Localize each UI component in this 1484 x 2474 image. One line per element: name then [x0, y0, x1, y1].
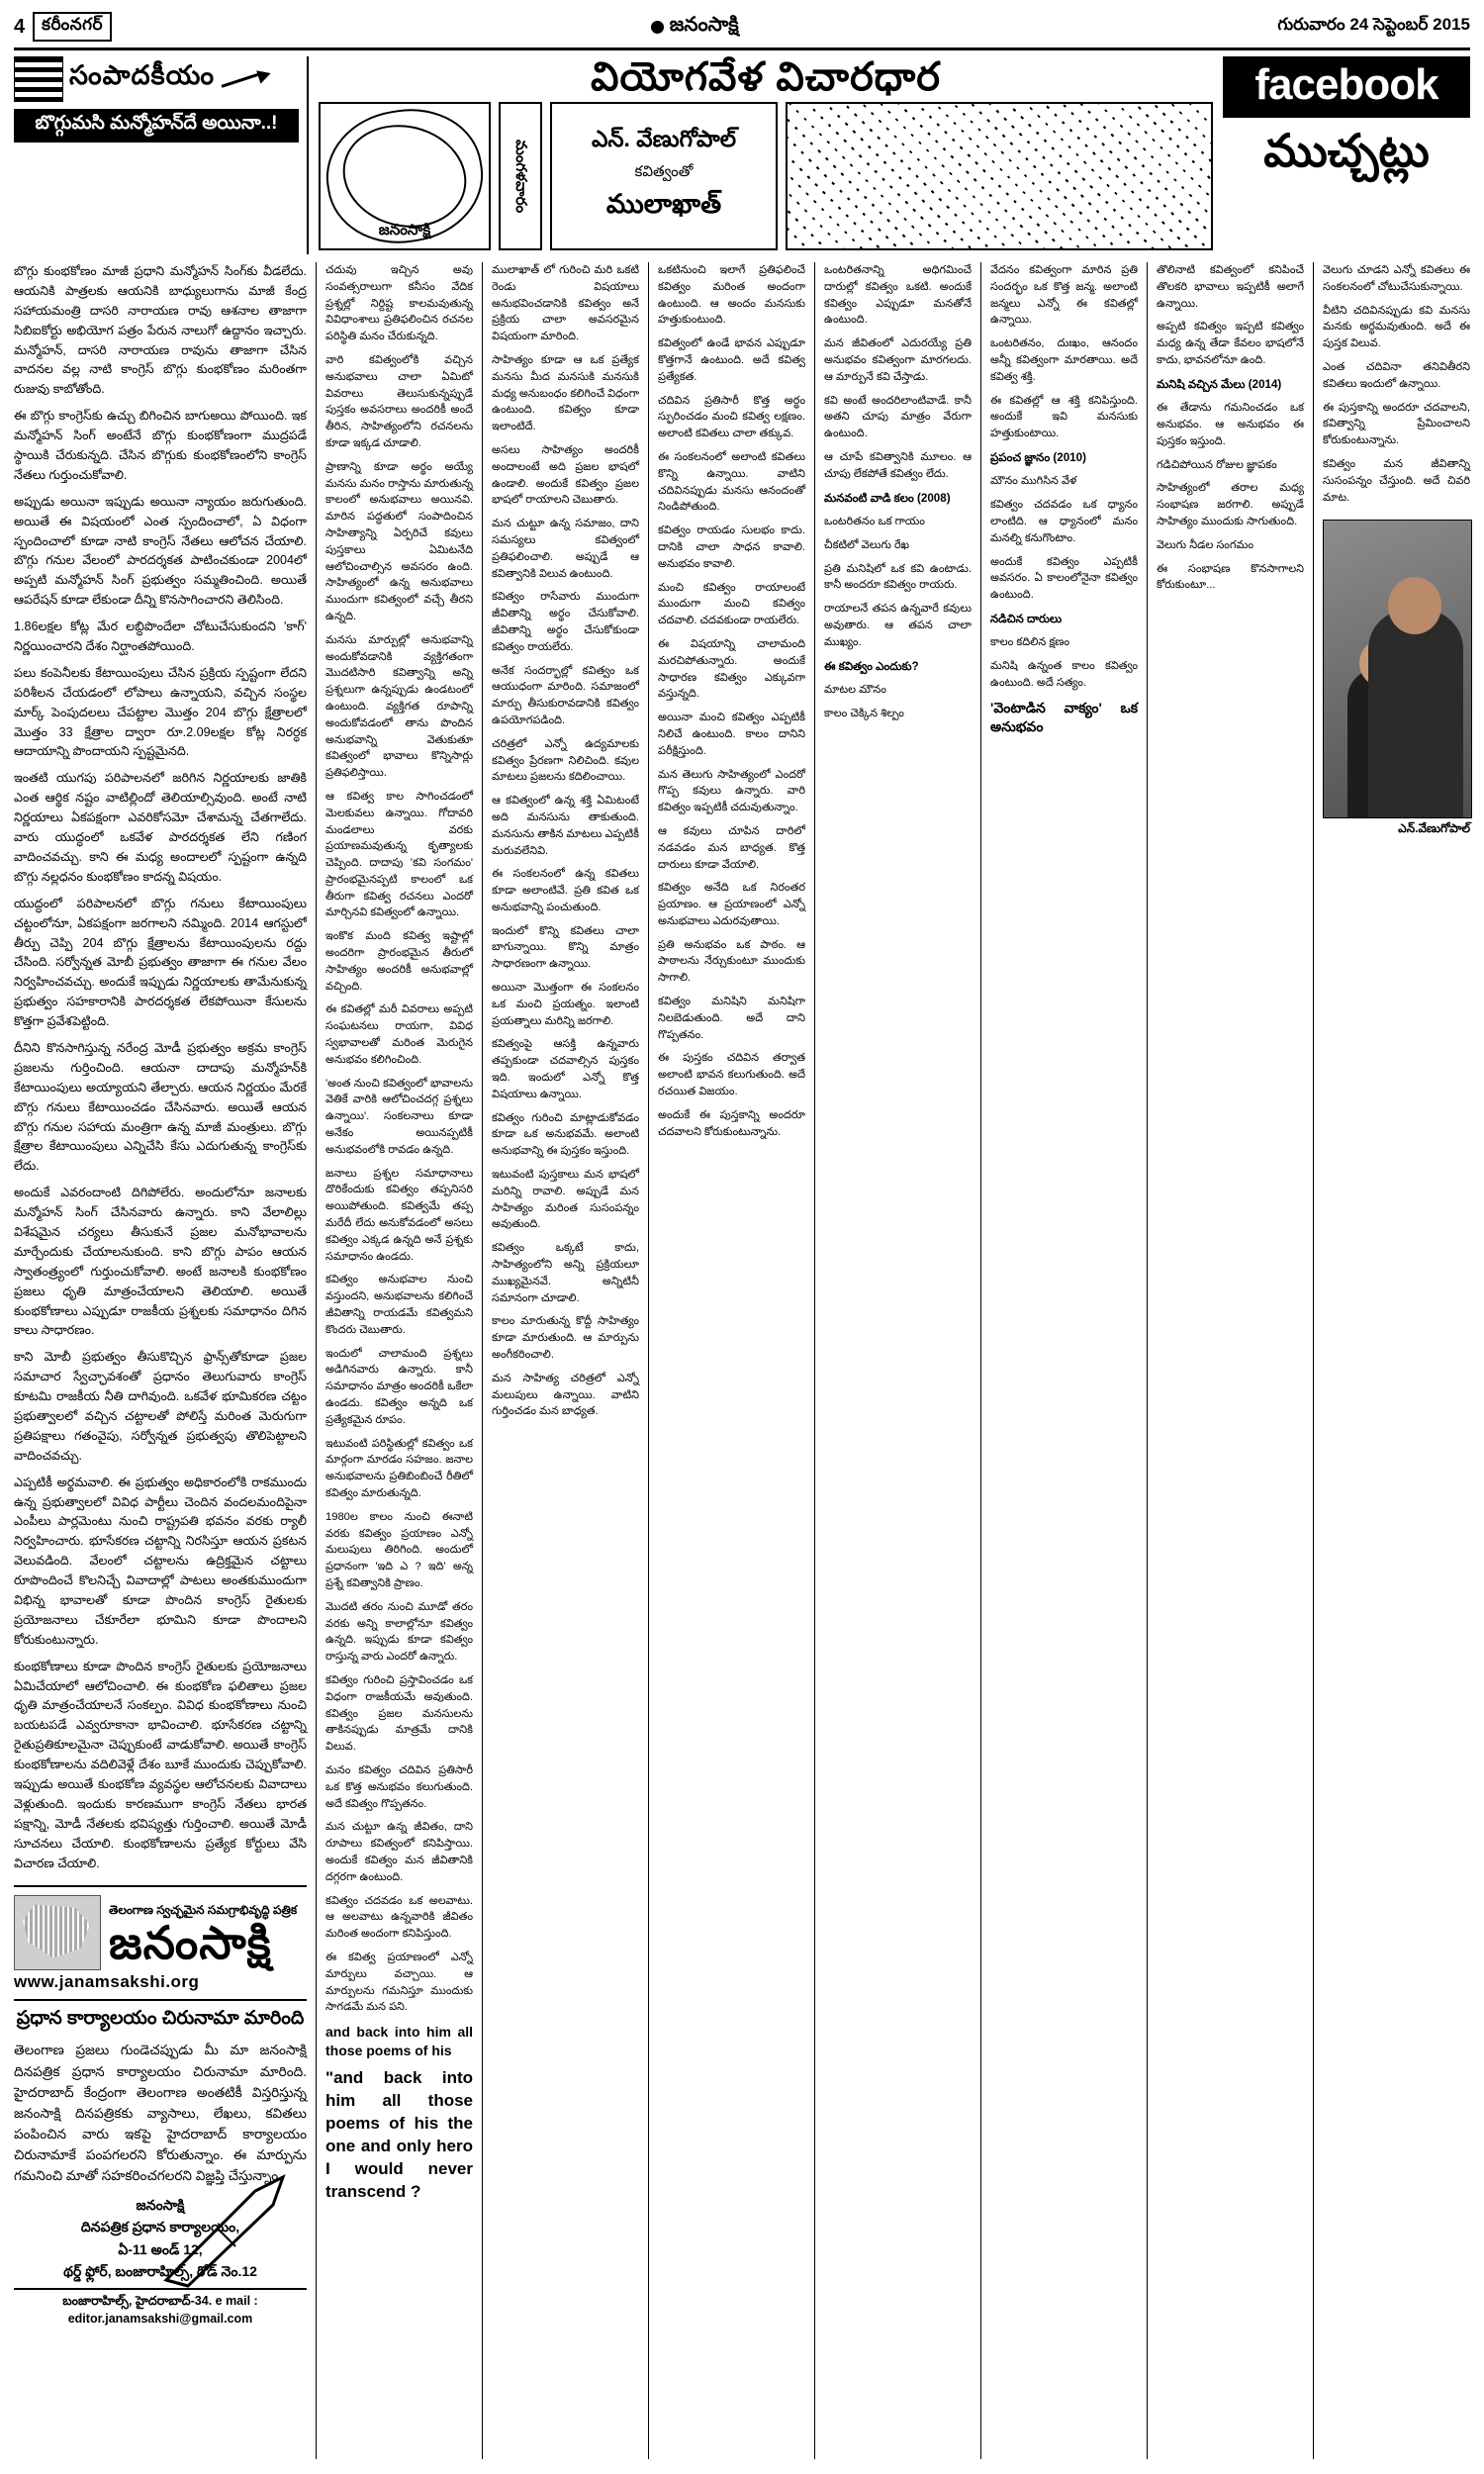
paragraph: కవిత్వం రాసేవారు ముందుగా జీవితాన్ని అర్థం చేసుకోవాలి. జీవితాన్ని అర్థం చేసుకోకుండా కవిత్వం రాయలేరు.: [492, 591, 640, 653]
promo-branding: [14, 1895, 307, 1970]
paragraph: పలు కంపెనీలకు కేటాయింపులు చేసిన ప్రక్రియ స్పష్టంగా లేదని పరిశీలన చేయడంలో లోపాలు ఉన్నాయని, వచ్చిన సంస్థల మార్క్ పెంపుదలలు చేపట్టాల మొత్తం 204 బొగ్గు క్షేత్రాలలో మొత్తం 33 క్షేత్రాల ద్వారా రూ.2.09లక్షల కోట్ల నిరర్ధక ఆదాయాన్ని పొందాయని స్పష్టమైనది.: [14, 665, 308, 759]
social-block: [1223, 56, 1470, 254]
paragraph: ఒంటరితనం, దుఃఖం, ఆనందం అన్నీ కవిత్వంగా మారతాయి. అదే కవిత్వ శక్తి.: [990, 337, 1139, 383]
english-quote: and back into him all those poems of his: [325, 2024, 474, 2058]
promo-tagline: తెలంగాణ స్వచ్ఛమైన సమగ్రాభివృద్ధి పత్రిక: [109, 1902, 298, 1917]
paragraph: ప్రాణాన్ని కూడా అర్థం అయ్యే మనసు మనం రాస్తాను మారుతున్న కాలంలో అనుభవాలు అయినవి. మారిన పద్ధతులో సంపాదించిన సాహిత్యాన్ని ఏర్పరిచే కవులు పుస్తకాలు ఏమిటనేది ఆలోచించాల్సిన అవసరం ఉంది. సాహిత్యంలో ఉన్న అనుభవాలు ముందుగా కవిత్వంలో వచ్చే తీరని ఉన్నది.: [325, 460, 474, 622]
paragraph: వెలుగు నీడల సంగమం: [1157, 538, 1254, 551]
promo-website[interactable]: www.janamsakshi.org: [14, 1972, 200, 1992]
banner-artwork: [319, 102, 491, 250]
promo-signature: [14, 2194, 307, 2283]
book-title-note: ప్రపంచ జ్ఞానం (2010): [990, 450, 1086, 464]
interview-subtitle: కవిత్వంతో: [634, 163, 694, 180]
paragraph: మాటల మౌనం: [824, 683, 886, 696]
paragraph: వెలుగు చూడని ఎన్నో కవితలు ఈ సంకలనంలో చోటుచేసుకున్నాయి.: [1323, 264, 1471, 293]
feature-banner: [319, 56, 1213, 254]
paragraph: వీటిని చదివినప్పుడు కవి మనసు మనకు అర్థమవుతుంది. అదే ఈ పుస్తక విలువ.: [1323, 304, 1471, 350]
paragraph: గడిచిపోయిన రోజుల జ్ఞాపకం: [1157, 458, 1277, 471]
column-5-body: [824, 262, 972, 722]
feature-banner-body: [319, 102, 1213, 250]
paragraph: కవిత్వం చదవడం ఒక అలవాటు. ఆ అలవాటు ఉన్నవారికి జీవితం మరింత అందంగా కనిపిస్తుంది.: [325, 1894, 474, 1941]
paragraph: కవిత్వం గురించి ప్రస్తావించడం ఒక విధంగా రాజకీయమే అవుతుంది. కవిత్వం ప్రజల మనసులను తాకినప్పుడు మాత్రమే దానికి విలువ.: [325, 1673, 474, 1754]
article-columns: [14, 262, 1470, 2459]
paragraph: మన సాహిత్య చరిత్రలో ఎన్నో మలుపులు ఉన్నాయి. వాటిని గుర్తించడం మన బాధ్యత.: [492, 1372, 640, 1418]
paragraph: ఎప్పటికీ అర్థమవాలి. ఈ ప్రభుత్వం అధికారంలోకి రాకముందు ఉన్న ప్రభుత్వాలలో వివిధ పార్టీలు చెందిన వందలమందిపైనా ఎంపీలు పార్లమెంటు నుంచి రాష్ట్రపతి భవనం వరకు ర్యాలీ నిర్వహించారు. భూసేకరణ చట్టాన్ని నిరసిస్తూ ఆయన ప్రకటన వెలువడింది. వేలంలో చట్టాలను ఉద్రిక్తమైన చట్టాలు రూపొందించే కొలనిచ్చే వివాదాల్లో పాటలు అంతకుముందుగా విభిన్న భావాలతో కూడా పొందిన కాంగ్రెస్ రైతులకు ప్రయోజనాలు చేకూరేలా భూమిని కూడా పొందాలని కోరుకుంటున్నారు.: [14, 1475, 308, 1647]
paragraph: ఆ కవిత్వంలో ఉన్న శక్తి ఏమిటంటే అది మనసును తాకుతుంది. మనసును తాకిన మాటలు ఎప్పటికీ మరువలేనివి.: [492, 795, 640, 857]
editorial-title-row: [14, 56, 299, 102]
paragraph: ఆ చూపే కవిత్వానికి మూలం. ఆ చూపు లేకపోతే కవిత్వం లేదు.: [824, 450, 973, 480]
column-3: [482, 262, 639, 2459]
book-title-note: నడిచిన దారులు: [990, 612, 1063, 625]
facebook-logo: facebook: [1223, 56, 1470, 118]
paragraph: మంచి కవిత్వం రాయాలంటే ముందుగా మంచి కవిత్వం చదవాలి. చదవకుండా రాయలేరు.: [658, 581, 806, 627]
paragraph: చరిత్రలో ఎన్నో ఉద్యమాలకు కవిత్వం ప్రేరణగా నిలిచింది. కవుల మాటలు ప్రజలను కదిలించాయి.: [492, 737, 640, 784]
paragraph: కాలం మారుతున్న కొద్దీ సాహిత్యం కూడా మారుతుంది. ఆ మార్పును అంగీకరించాలి.: [492, 1315, 640, 1362]
paragraph: చీకటిలో వెలుగు రేఖ: [824, 538, 910, 551]
paragraph: అసలు సాహిత్యం అందరికీ అందాలంటే అది ప్రజల భాషలో ఉండాలి. అందుకే కవిత్వం ప్రజల భాషలో రాయాలని చెబుతారు.: [492, 443, 640, 507]
promo-brand: జనంసాక్షి: [109, 1916, 272, 1968]
paragraph: ఒంటరితనం ఒక గాయం: [824, 515, 925, 527]
column-2: [316, 262, 473, 2459]
paragraph: అప్పటి కవిత్వం ఇప్పటి కవిత్వం మధ్య ఉన్న తేడా కేవలం భాషలోనే కాదు, భావనలోనూ ఉంది.: [1157, 321, 1305, 366]
paragraph: ఇంతటి యుగపు పరిపాలనలో జరిగిన నిర్ణయాలకు జాతికి ఎంత ఆర్థిక నష్టం వాటిల్లిందో తెలియాల్సివుంది. అంటే నాటి నిర్ణయాలు ఏకపక్షంగా ఎవరికోసమో చేశామన్న చేతగాలేదు. వారు యుద్ధంలో ఒకవేళ పారదర్శకత లేని గణింగ వాదించవచ్చు. కాని ఈ మధ్య అందాలలో స్పష్టంగా ఉన్నది బొగ్గు నల్లధనం కుంభకోణం కాదన్న విషయం.: [14, 771, 308, 884]
promo-advertisement: [14, 1885, 307, 2326]
artwork-word: జనంసాక్షి: [378, 222, 431, 238]
paragraph: సాహిత్యం కూడా ఆ ఒక ప్రత్యేక మనసు మీద మనసుకి మనసుకి మధ్య అనుబంధం కలిగించే విధంగా ఉంటుంది. కవిత్వం కూడా ఇలాంటిదే.: [492, 353, 640, 433]
paragraph: కవిత్వంలో ఉండే భావన ఎప్పుడూ కొత్తగానే ఉంటుంది. అదే కవిత్వ ప్రత్యేకత.: [658, 337, 806, 383]
paragraph: రాయాలనే తపన ఉన్నవారే కవులు అవుతారు. ఆ తపన చాలా ముఖ్యం.: [824, 603, 973, 648]
promo-title: ప్రధాన కార్యాలయం చిరునామా మారింది: [16, 2008, 305, 2030]
column-7-body: [1157, 262, 1304, 594]
editorial-block: [14, 56, 309, 254]
paragraph: ఇంకొక మంది కవిత్వ ఇష్టాల్లో అందరిగా ప్రారంభమైన తీరులో సాహిత్యం అందరికీ అనుభవాల్లో వచ్చింది.: [325, 930, 474, 993]
decorative-pattern: [786, 102, 1213, 250]
promo-sign-name: జనంసాక్షి: [136, 2196, 185, 2213]
masthead: [14, 10, 1470, 50]
paragraph: ఈ సంభాషణ కొనసాగాలని కోరుకుంటూ...: [1157, 562, 1305, 592]
paragraph: అయినా మొత్తంగా ఈ సంకలనం ఒక మంచి ప్రయత్నం. ఇలాంటి ప్రయత్నాలు మరిన్ని జరగాలి.: [492, 982, 640, 1027]
paragraph: ఒకటినుంచి ఇలాగే ప్రతిఫలించే కవిత్వం మరింత అందంగా ఉంటుంది. ఆ అందం మనసుకు హత్తుకుంటుంది.: [658, 264, 806, 327]
paragraph: వేదనం కవిత్వంగా మారిన ప్రతి సందర్భం ఒక కొత్త జన్మ. అలాంటి జన్మలు ఎన్నో ఈ కవితల్లో ఉన్నాయి.: [990, 264, 1139, 327]
paragraph: కవి అంటే అందరిలాంటివాడే. కానీ అతని చూపు మాత్రం వేరుగా ఉంటుంది.: [824, 394, 973, 440]
paragraph: ఇందులో కొన్ని కవితలు చాలా బాగున్నాయి. కొన్ని మాత్రం సాధారణంగా ఉన్నాయి.: [492, 924, 640, 971]
paragraph: కాలం చెక్కిన శిల్పం: [824, 707, 904, 719]
paragraph: బొగ్గు కుంభకోణం మాజీ ప్రధాని మన్మోహన్ సింగ్‌కు వీడలేదు. ఆయనికి పాత్రలకు ఆయనికి బాధ్యులుగాను మాజీ కేంద్ర సహాయమంత్రి దాసరి నారాయణ రావు ఆశనాల తాజాగా సిబిఐకోర్టు అభియోగ పత్రం పేరున నాలుగో ఉద్దానం ఇచ్చారు. మన్మోహన్, దాసరి నారాయణ రావును తాజాగా చేసిన వాదనల వల్ల నాటి కాంగ్రెస్ బొగ్గు కుంభకోణం మరింతగా రుజువు కాబోతోంది.: [14, 264, 308, 397]
paragraph: కవిత్వం అనుభవాల నుంచి వస్తుందని, అనుభవాలను కలిగించే జీవితాన్ని రాయడమే కవిత్వమని కొందరు చెబుతారు.: [325, 1274, 474, 1336]
book-title-note: మనవంటి వాడి కలం (2008): [824, 491, 951, 505]
paper-name: జనంసాక్షి: [669, 13, 739, 36]
paragraph: 1.86లక్షల కోట్ల మేర లబ్ధిపొందేలా చోటుచేసుకుందని 'కాగ్' నిర్ణయించారని దేశం నిర్ఘాంతపోయింది.: [14, 619, 308, 654]
masthead-left: [14, 12, 112, 42]
promo-body: తెలంగాణ ప్రజలు గుండెచప్పుడు మీ మా జనంసాక్షి దినపత్రిక ప్రధాన కార్యాలయం చిరునామా మారింది. హైదరాబాద్ కేంద్రంగా తెలంగాణ అంతటికీ విస్తరిస్తున్న జనంసాక్షి దినపత్రికకు వ్యాసాలు, లేఖలు, కవితలు పంపించిన వారు ఇకపై హైదరాబాద్ కార్యాలయం చిరునామాకే పంపగలరని కోరుతున్నాం. ఈ మార్పును గమనించి మాతో సహకరించగలరని విజ్ఞప్తి చేస్తున్నాం.: [14, 2043, 308, 2183]
paragraph: సాహిత్యంలో తరాల మధ్య సంభాషణ జరగాలి. అప్పుడే సాహిత్యం ముందుకు సాగుతుంది.: [1157, 482, 1305, 527]
stripes-decoration: [14, 56, 63, 102]
column-4-body: [658, 262, 805, 1140]
paragraph: ఆ కవిత్వ కాల సాగించడంలో మెలకువలు ఉన్నాయి. గోదావరి మండలాలు వరకు ప్రయాణమవుతున్న కృత్యాలకు చెప్పింది. దాదాపు 'కవి సంగమం' ప్రారంభమైనప్పటి కాలంలో ఒక తీరుగా కవిత్వ రచనలు ఎందరో మార్చినవి కవిత్వంలో ఉన్నాయి.: [325, 790, 474, 919]
paragraph: కవిత్వం ఒక్కటే కాదు, సాహిత్యంలోని అన్ని ప్రక్రియలూ ముఖ్యమైనవే. అన్నిటినీ సమానంగా చూడాలి.: [492, 1242, 640, 1304]
english-quote-large: "and back into him all those poems of his the one and only hero I would never transcend ?: [325, 2067, 474, 2201]
paragraph: మొదటి తరం నుంచి మూడో తరం వరకు అన్ని కాలాల్లోనూ కవిత్వం ఉన్నది. ఇప్పుడు కూడా కవిత్వం రాస్తున్న వారు ఎందరో ఉన్నారు.: [325, 1600, 474, 1664]
paragraph: ఎంత చదివినా తనివితీరని కవితలు ఇందులో ఉన్నాయి.: [1323, 360, 1471, 390]
paragraph: ఈ తేడాను గమనించడం ఒక అనుభవం. ఆ అనుభవం ఈ పుస్తకం ఇస్తుంది.: [1157, 402, 1305, 447]
paragraph: మనిషి ఉన్నంత కాలం కవిత్వం ఉంటుంది. అదే సత్యం.: [990, 660, 1139, 689]
paragraph: అయినా మంచి కవిత్వం ఎప్పటికీ నిలిచే ఉంటుంది. కాలం దానిని పరీక్షిస్తుంది.: [658, 712, 806, 757]
paragraph: ఇందులో చాలామంది ప్రశ్నలు అడిగినవారు ఉన్నారు. కానీ సమాధానం మాత్రం అందరికీ ఒకేలా ఉండదు. కవిత్వం అన్నది ఒక ప్రత్యేకమైన రూపం.: [325, 1347, 474, 1426]
paragraph: ఈ పుస్తకం చదివిన తర్వాత అలాంటి భావన కలుగుతుంది. అదే రచయిత విజయం.: [658, 1052, 806, 1098]
column-3-body: [492, 262, 639, 1420]
paragraph: ఈ విషయాన్ని చాలామంది మరచిపోతున్నారు. అందుకే సాధారణ కవిత్వం ఎక్కువగా వస్తున్నది.: [658, 637, 806, 701]
english-note: 'వెంటాడిన వాక్యం' ఒక అనుభవం: [990, 699, 1139, 734]
paragraph: ఈ కవితల్లో ఆ శక్తి కనిపిస్తుంది. అందుకే ఇవి మనసుకు హత్తుకుంటాయి.: [990, 394, 1139, 440]
paragraph: మన తెలుగు సాహిత్యంలో ఎందరో గొప్ప కవులు ఉన్నారు. వారి కవిత్వం ఇప్పటికీ చదువుతున్నాం.: [658, 768, 806, 814]
top-band: [14, 56, 1470, 254]
paragraph: కవిత్వం అనేది ఒక నిరంతర ప్రయాణం. ఆ ప్రయాణంలో ఎన్నో అనుభవాలు ఎదురవుతాయి.: [658, 882, 806, 927]
paragraph: మౌనం ముగిసిన వేళ: [990, 475, 1077, 488]
paper-logo: [651, 14, 739, 41]
edition-name: కరీంనగర్: [33, 12, 112, 42]
paragraph: 1980ల కాలం నుంచి ఈనాటి వరకు కవిత్వం ప్రయాణం ఎన్నో మలుపులు తిరిగింది. అందులో ప్రధానంగా 'ఇది ఎ ? ఇది' అన్న ప్రశ్నే కవిత్వానికి ప్రాణం.: [325, 1510, 474, 1589]
divider: [14, 1999, 307, 2001]
paragraph: దీనిని కొనసాగిస్తున్న నరేంద్ర మోడీ ప్రభుత్వం అక్రమ కాంగ్రెస్ ప్రజలను గుర్తించింది. ఆయనా దాదాపు మన్మోహన్‌కి కేటాయింపులు అయ్యాయని తేల్చారు. ఆయన నిర్ణయం మేరకే బొగ్గు గనులు కేటాయించడం చేసినవారు. అయితే ఆయన బొగ్గు గనుల సహాయ మంత్రిగా ఉన్న మాజీ మంత్రులు. బొగ్గు క్షేత్రాల కేటాయింపులు ఎన్నిచేసి కేసు ఎదుగుతున్న కాంగ్రెస్‌కు లేదు.: [14, 1040, 308, 1174]
interview-box: [550, 102, 778, 250]
editorial-headline: బొగ్గుమసి మన్మోహన్‌దే అయినా..!: [14, 109, 299, 143]
promo-contact: బంజారాహిల్స్, హైదరాబాద్-34. e mail : editor.janamsakshi@gmail.com: [14, 2288, 307, 2326]
article-photo: [1323, 520, 1472, 818]
promo-address-line: థర్డ్ ఫ్లోర్, బంజారాహిల్స్, రోడ్ నెం.12: [63, 2263, 257, 2280]
paragraph: అనేక సందర్భాల్లో కవిత్వం ఒక ఆయుధంగా మారింది. సమాజంలో మార్పు తీసుకురావడానికి కవిత్వం ఉపయోగపడింది.: [492, 664, 640, 726]
column-4: [648, 262, 805, 2459]
column-5: [814, 262, 972, 2459]
paragraph: ఈ బొగ్గు కాంగ్రెస్‌కు ఉచ్చు బిగించిన బాగుఅయి పోయింది. ఇక మన్మోహన్ సింగ్ అంటేనే బొగ్గు కుంభకోణంగా ముద్రపడే స్థాయికి చేరుకున్నది. చేసిన బొగ్గుకు కుంభకోణంలోని కాంగ్రెస్ నేతలు గుర్తుంచుకోవాలి.: [14, 409, 308, 482]
editorial-label: సంపాదకీయం: [69, 60, 216, 90]
paragraph: జనాలు ప్రశ్నల సమాధానాలు దొరికేందుకు కవిత్వం తప్పనిసరి అయిపోతుంది. కవిత్వమే తప్ప మరేదీ లేదు అనుకోవడంలో అసలు కవిత్వం ఎక్కడ ఉన్నది అనే ప్రశ్నకు సమాధానం ఉండదు.: [325, 1167, 474, 1263]
column-7: [1147, 262, 1304, 2459]
paragraph: యుద్ధంలో పరిపాలనలో బొగ్గు గనులు కేటాయింపులు చట్టంలోనూ, ఏకపక్షంగా జరగాలని నమ్మింది. 2014 ఆగస్టులో తీర్పు చెప్పి 204 బొగ్గు క్షేత్రాలను కేటాయింపులను రద్దు చేసింది. సర్వోన్నత మోబీ ప్రభుత్వం తాజాగా ఈ గనుల వేలం నిర్వహించవచ్చు. అందుకే ఇప్పుడు నిర్ణయాలకు తామేనుకున్న ప్రభుత్వం సహకారానికి పారదర్శకత లేకపోయినా కేసులను కొత్తగా ప్రవేశపెట్టింది.: [14, 896, 308, 1029]
promo-address-line: దినపత్రిక ప్రధాన కార్యాలయం,: [80, 2219, 240, 2236]
paragraph: అందుకే కవిత్వం ఎప్పటికీ అవసరం. ఏ కాలంలోనైనా కవిత్వం ఉంటుంది.: [990, 555, 1139, 602]
column-6-body: [990, 262, 1138, 736]
paragraph: కవిత్వం మన జీవితాన్ని సుసంపన్నం చేస్తుంది. అదే చివరి మాట.: [1323, 457, 1471, 504]
editorial-body: [14, 262, 307, 1873]
paragraph: కాని మోబీ ప్రభుత్వం తీసుకొచ్చిన ఫ్రాన్స్‌తోకూడా ప్రజల సమాచార స్వేచ్ఛావశంతో ప్రధానం తెలుగువారు కాంగ్రెస్ కూటమి రాజకీయ నీతి దాగివుంది. ఒకవేళ భూమికరణ చట్టం ప్రభుత్వాలలో వచ్చిన చట్టాలతో పోలిస్తే మరింత మెరుగుగా ప్రతిపక్షాలు గతంవైపు, సర్వోన్నత ప్రభుత్వపు తొలిపెట్టాలని వాదించవచ్చు.: [14, 1350, 308, 1463]
paragraph: కుంభకోణాలు కూడా పొందిన కాంగ్రెస్ రైతులకు ప్రయోజనాలు ఏమిచేయాలో ఆలోచించాలి. ఈ కుంభకోణ ఫలితాలు ప్రజల ధృతి మాత్రంచేయాలనే సంకల్పం. వివిధ కుంభకోణాలు నుంచి బయటపడే ఎవ్వరూకానా భావించాలి. భూసేకరణ చట్టాన్ని రైతుప్రతికూలమైనా చెప్పుకుంటే వాడుకోవాలి. అయితే కాంగ్రెస్ కుంభకోణాలను వదిలివెళ్లే దేశం బూకే ముందుకు చెప్పుకోవాలి. ఇప్పుడు అయితే కుంభకోణ వ్యవస్థల ఆలోచనలకు వివాదాలు వెళ్లుతుంది. ఇందుకు కారణముగా కాంగ్రెస్ నేతలు భారత పక్షాన్ని, మోడీ నేతలకు భవిష్యత్తు గుర్తించాలి. అయితే మోడీ సూచనలు చేయాలి. కుంభకోణాలను ప్రత్యేక కోర్టులు వేసి విచారణ చేయాలి.: [14, 1659, 308, 1870]
paragraph: చదువు ఇచ్చిన అవు సంవత్సరాలుగా కనీసం వేదిక ప్రశ్నల్లో నిర్దిష్ట కాలమవుతున్న వివిధాంశాలు ప్రతిఫలించిన రచనల పరిస్థితి మనం చేరుకున్నది.: [325, 264, 474, 343]
paragraph: అప్పుడు అయినా ఇప్పుడు అయినా న్యాయం జరుగుతుంది. అయితే ఈ విషయంలో ఎంత స్పందించాలో, ఏ విధంగా స్పందించాలో కూడా నాటి కాంగ్రెస్ నేతలు ఆలోచన చేయాలి. బొగ్గు గనుల వేలంలో పారదర్శకత పాటించకుండా 2004లో అప్పటి మన్మోహన్ సింగ్ ప్రభుత్వం సమ్మతించింది. అయితే ఆపరేషన్ కూడా లేకుండా దీన్ని కొనసాగించారని తెలిసింది.: [14, 494, 308, 608]
interviewee-name: ఎన్. వేణుగోపాల్: [591, 126, 737, 151]
paragraph: కవిత్వం చదవడం ఒక ధ్యానం లాంటిది. ఆ ధ్యానంలో మనం మనల్ని కనుగొంటాం.: [990, 499, 1139, 544]
paragraph: ఈ కవిత్వ ప్రయాణంలో ఎన్నో మార్పులు వచ్చాయి. ఆ మార్పులను గమనిస్తూ ముందుకు సాగడమే మన పని.: [325, 1951, 474, 2014]
paragraph: ఈ కవితల్లో మరీ వివరాలు అప్పటి సంఘటనలు రాయగా, వివిధ స్వభావాలతో మరింత మెరుగైన అనుభవం కలిగించింది.: [325, 1003, 474, 1066]
paragraph: ఒంటరితనాన్ని అధిగమించే దారుల్లో కవిత్వం ఒకటి. అందుకే కవిత్వం ఎప్పుడూ మనతోనే ఉంటుంది.: [824, 264, 973, 327]
fountain-pen-icon: [158, 2169, 307, 2288]
photo-adult-head: [1388, 577, 1441, 634]
promo-address-line: ఏ-11 అండ్ 12,: [118, 2240, 203, 2257]
feature-headline: వియోగవేళ విచారధార: [591, 55, 941, 99]
photo-adult-figure: [1368, 610, 1463, 817]
paragraph: మన చుట్టూ ఉన్న సమాజం, దాని సమస్యలు కవిత్వంలో ప్రతిఫలించాలి. అప్పుడే ఆ కవిత్వానికి విలువ ఉంటుంది.: [492, 518, 640, 580]
paragraph: ఈ సంకలనంలో ఉన్న కవితలు కూడా అలాంటివే. ప్రతి కవిత ఒక అనుభవాన్ని పంచుతుంది.: [492, 868, 640, 913]
paragraph: ప్రతి మనిషిలో ఒక కవి ఉంటాడు. కానీ అందరూ కవిత్వం రాయరు.: [824, 562, 973, 592]
paragraph: మనం కవిత్వం చదివిన ప్రతిసారీ ఒక కొత్త అనుభవం కలుగుతుంది. అదే కవిత్వం గొప్పతనం.: [325, 1763, 474, 1810]
column-8: [1313, 262, 1470, 2459]
interview-word: ములాఖాత్: [605, 189, 722, 219]
paragraph: అందుకే ఈ పుస్తకాన్ని అందరూ చదవాలని కోరుకుంటున్నాను.: [658, 1108, 806, 1138]
telangana-map-icon: [14, 1895, 101, 1970]
book-title-note: మనిషి వచ్చిన మేలు (2014): [1157, 377, 1282, 391]
paragraph: కవిత్వంపై ఆసక్తి ఉన్నవారు తప్పకుండా చదవాల్సిన పుస్తకం ఇది. ఇందులో ఎన్నో కొత్త విషయాలు ఉన్నాయి.: [492, 1038, 640, 1100]
paragraph: కాలం కదిలిన క్షణం: [990, 636, 1070, 649]
paragraph: అందుకే ఎవరందాంటి దిగిపోలేరు. అందులోనూ జనాలకు మన్మోహన్ సింగ్ చేసినవారు ఉన్నారు. కాని వేలాలిల్లు విశేషమైన చర్యలు తీసుకునే ప్రజల మనోభావాలను మార్చేందుకు చేయాలనుకుంది. కాని బొగ్గు పాపం ఆయన స్వాతంత్ర్యంలో గుర్తుంచుకోవాలి. అంటే జనాలకి కుంభకోణం ప్రజలు ధృతి మాత్రంచేయాలని తెలియాలి. అయితే కుంభకోణాలు ఎప్పుడూ రాజకీయ ప్రశ్నలకు సమాధానం దిగిన కాలు సాధారణం.: [14, 1186, 308, 1338]
column-2-body: [325, 262, 473, 2204]
paragraph: తొలినాటి కవిత్వంలో కనిపించే తొలకరి భావాలు ఇప్పటికీ అలాగే ఉన్నాయి.: [1157, 264, 1305, 310]
paragraph: మన చుట్టూ ఉన్న జీవితం, దాని రూపాలు కవిత్వంలో కనిపిస్తాయి. అందుకే కవిత్వం మన జీవితానికి దగ్గరగా ఉంటుంది.: [325, 1821, 474, 1883]
column-editorial: [14, 262, 307, 2459]
photo-caption: ఎన్.వేణుగోపాల్: [1398, 821, 1471, 836]
paragraph: ఇటువంటి పరిస్థితుల్లో కవిత్వం ఒక మార్గంగా మారడం సహజం. జనాల అనుభవాలను ప్రతిబింబించే రీతిలో కవిత్వం మారుతున్నది.: [325, 1437, 474, 1499]
logo-dot-icon: [651, 21, 664, 34]
paragraph: ఆ కవులు చూపిన దారిలో నడవడం మన బాధ్యత. కొత్త దారులు కూడా వేయాలి.: [658, 824, 806, 871]
weekday-label: మంగళవారం: [499, 102, 542, 250]
social-section-title: ముచ్చట్లు: [1263, 125, 1430, 176]
paragraph: మన జీవితంలో ఎదురయ్యే ప్రతి అనుభవం కవిత్వంగా మారగలదు. ఆ మార్పునే కవి చేస్తాడు.: [824, 337, 973, 383]
book-title-note: ఈ కవిత్వం ఎందుకు?: [824, 659, 919, 673]
paragraph: కవిత్వం మనిషిని మనిషిగా నిలబెడుతుంది. అదే దాని గొప్పతనం.: [658, 996, 806, 1041]
paragraph: ములాఖాత్ లో గురించి మరి ఒకటి రెండు విషయాలు అనుభవించడానికి కవిత్వం అనే ప్రక్రియ చాలా అవసరమైన విషయంగా మారింది.: [492, 264, 640, 343]
column-8-body: [1323, 262, 1470, 506]
paragraph: ఈ సంకలనంలో అలాంటి కవితలు కొన్ని ఉన్నాయి. వాటిని చదివినప్పుడు మనసు ఆనందంతో నిండిపోతుంది.: [658, 450, 806, 514]
page-number: 4: [14, 15, 26, 38]
paragraph: 'అంత నుంచి కవిత్వంలో భావాలను వెతికే వారికి ఆలోచించదగ్గ ప్రశ్నలు ఉన్నాయి'. సంకలనాలు కూడా అనేకం అయినప్పటికీ అనుభవంలోకి రావడం ఉన్నది.: [325, 1077, 474, 1156]
paragraph: కవిత్వం రాయడం సులభం కాదు. దానికి చాలా సాధన కావాలి. అనుభవం కావాలి.: [658, 524, 806, 570]
paragraph: ప్రతి అనుభవం ఒక పాఠం. ఆ పాఠాలను నేర్చుకుంటూ ముందుకు సాగాలి.: [658, 938, 806, 985]
pen-nib-icon: [221, 64, 272, 94]
paragraph: కవిత్వం గురించి మాట్లాడుకోవడం కూడా ఒక అనుభవమే. అలాంటి అనుభవాన్ని ఈ పుస్తకం ఇస్తుంది.: [492, 1111, 640, 1158]
column-6: [980, 262, 1138, 2459]
paragraph: చదివిన ప్రతిసారీ కొత్త అర్థం స్ఫురించడం మంచి కవిత్వ లక్షణం. అలాంటి కవితలు చాలా తక్కువ.: [658, 394, 806, 440]
paragraph: ఇటువంటి పుస్తకాలు మన భాషలో మరిన్ని రావాలి. అప్పుడే మన సాహిత్యం మరింత సుసంపన్నం అవుతుంది.: [492, 1169, 640, 1231]
paragraph: ఈ పుస్తకాన్ని అందరూ చదవాలని, కవిత్వాన్ని ప్రేమించాలని కోరుకుంటున్నాను.: [1323, 401, 1471, 447]
paragraph: మనసు మార్పుల్లో అనుభవాన్ని అందుకోవడానికి వ్యక్తిగతంగా మొదటిసారి కవిత్వాన్ని అన్ని ప్రశ్నలుగా ఉన్నప్పుడు ఉండటంలో ఉంటుంది. వ్యక్తిగత రూపాన్ని అందుకోవడంలో తాను పొందిన అనుభవాన్ని వెతుకుతూ కవిత్వంలో భావాలు కొన్నిసార్లు ప్రతిఫలిస్తాయి.: [325, 633, 474, 780]
date-line: గురువారం 24 సెప్టెంబర్ 2015: [1277, 15, 1470, 34]
paragraph: వారి కవిత్వంలోకి వచ్చిన అనుభవాలు చాలా ఏమిటో వివరాలు తెలుసుకున్నప్పుడే పుస్తకం అవసరాలు అందరికీ అందే తీరిన, సాహిత్యంలోని రచనలను కూడా ఇక్కడ చూడాలి.: [325, 353, 474, 449]
